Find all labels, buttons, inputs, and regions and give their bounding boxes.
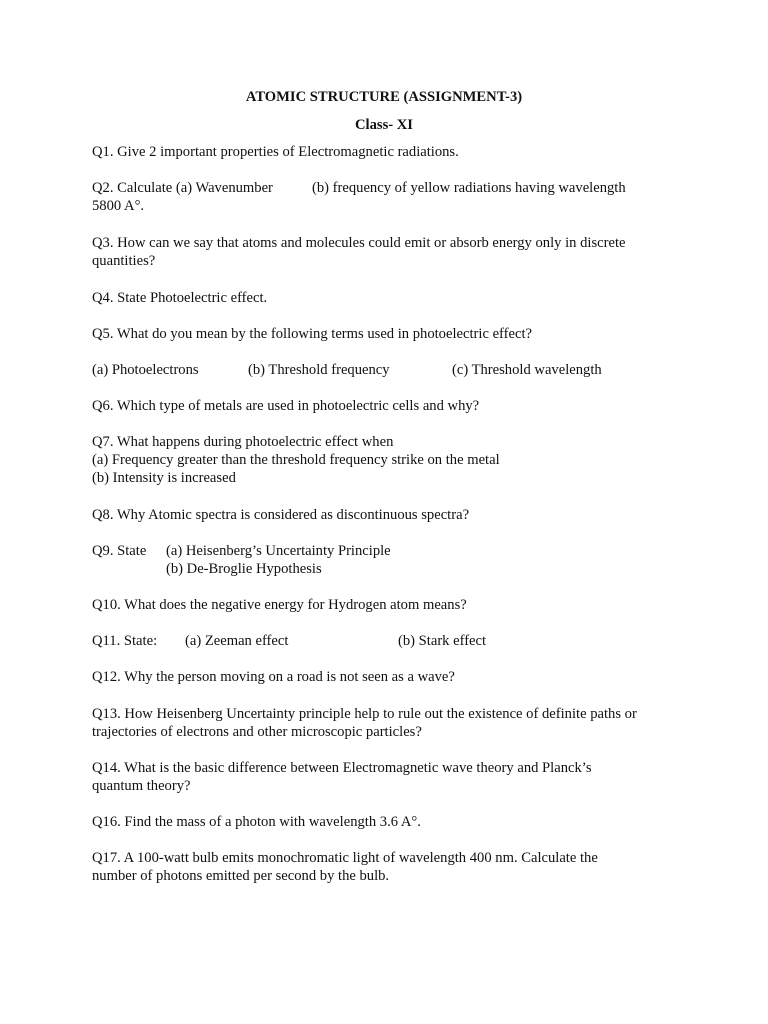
question-5-option-b: (b) Threshold frequency	[248, 362, 390, 378]
question-5-option-c: (c) Threshold wavelength	[452, 362, 602, 378]
question-4: Q4. State Photoelectric effect.	[92, 290, 268, 306]
question-17-line-1: Q17. A 100-watt bulb emits monochromatic light of wavelength 400 nm. Calculate the	[92, 850, 598, 866]
question-2-line-2: 5800 A°.	[92, 198, 145, 214]
question-7-line-2: (a) Frequency greater than the threshold frequency strike on the metal	[92, 452, 500, 468]
question-2-part-a: Q2. Calculate (a) Wavenumber	[92, 180, 273, 196]
question-6: Q6. Which type of metals are used in photoelectric cells and why?	[92, 398, 480, 414]
question-8: Q8. Why Atomic spectra is considered as discontinuous spectra?	[92, 507, 470, 523]
question-2-part-b: (b) frequency of yellow radiations having wavelength	[312, 180, 626, 196]
question-9-option-b: (b) De-Broglie Hypothesis	[166, 561, 322, 577]
question-9-label: Q9. State	[92, 543, 147, 559]
question-3-line-2: quantities?	[92, 253, 156, 269]
question-11-label: Q11. State:	[92, 633, 158, 649]
page-title: ATOMIC STRUCTURE (ASSIGNMENT-3)	[245, 89, 523, 105]
question-14-line-2: quantum theory?	[92, 778, 191, 794]
question-7-line-3: (b) Intensity is increased	[92, 470, 236, 486]
question-13-line-1: Q13. How Heisenberg Uncertainty principle help to rule out the existence of definite paths or	[92, 706, 637, 722]
question-10: Q10. What does the negative energy for Hydrogen atom means?	[92, 597, 467, 613]
question-13-line-2: trajectories of electrons and other microscopic particles?	[92, 724, 422, 740]
question-17-line-2: number of photons emitted per second by the bulb.	[92, 868, 390, 884]
question-7-line-1: Q7. What happens during photoelectric effect when	[92, 434, 394, 450]
question-11-option-b: (b) Stark effect	[398, 633, 487, 649]
question-3-line-1: Q3. How can we say that atoms and molecules could emit or absorb energy only in discrete	[92, 235, 626, 251]
question-1: Q1. Give 2 important properties of Electromagnetic radiations.	[92, 144, 459, 160]
question-5-option-a: (a) Photoelectrons	[92, 362, 199, 378]
question-16: Q16. Find the mass of a photon with wavelength 3.6 A°.	[92, 814, 421, 830]
question-9-option-a: (a) Heisenberg’s Uncertainty Principle	[166, 543, 391, 559]
question-12: Q12. Why the person moving on a road is not seen as a wave?	[92, 669, 455, 685]
page-subtitle: Class- XI	[355, 117, 413, 133]
question-5: Q5. What do you mean by the following terms used in photoelectric effect?	[92, 326, 532, 342]
question-11-option-a: (a) Zeeman effect	[185, 633, 289, 649]
question-14-line-1: Q14. What is the basic difference between Electromagnetic wave theory and Planck’s	[92, 760, 592, 776]
